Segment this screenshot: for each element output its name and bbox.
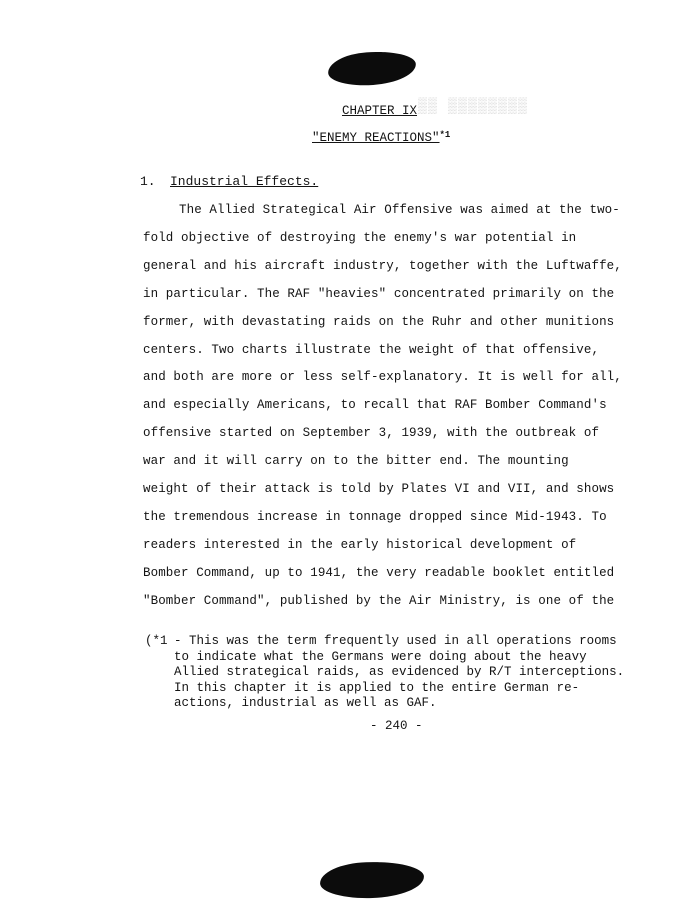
- body-line: the tremendous increase in tonnage dropped since Mid-1943. To: [143, 509, 607, 524]
- redaction-mark-top: [327, 49, 417, 88]
- section-heading: [140, 174, 318, 189]
- chapter-number: CHAPTER IX: [342, 104, 418, 118]
- body-line: centers. Two charts illustrate the weight of that offensive,: [143, 342, 600, 357]
- body-line: in particular. The RAF "heavies" concentrated primarily on the: [143, 286, 615, 301]
- body-line: fold objective of destroying the enemy's war potential in: [143, 230, 577, 245]
- footnote-line: In this chapter it is applied to the entire German re-: [174, 680, 580, 695]
- body-line: weight of their attack is told by Plates VI and VII, and shows: [143, 482, 615, 496]
- body-line: readers interested in the early historical development of: [143, 537, 577, 552]
- redaction-mark-bottom: [319, 860, 424, 900]
- footnote-marker: (*1: [145, 634, 168, 648]
- body-line: war and it will carry on to the bitter end. The mounting: [143, 454, 569, 469]
- footnote-line: actions, industrial as well as GAF.: [174, 696, 437, 710]
- body-line: and especially Americans, to recall that RAF Bomber Command's: [143, 398, 607, 413]
- footnote-reference: *1: [439, 130, 451, 140]
- footnote-line: Allied strategical raids, as evidenced by R/T interceptions.: [174, 665, 625, 679]
- faded-stamp: ▒▒ ▒▒▒▒▒▒▒▒: [418, 98, 529, 115]
- body-line: general and his aircraft industry, together with the Luftwaffe,: [143, 258, 622, 273]
- section-title: Industrial Effects.: [170, 174, 319, 189]
- chapter-title: [312, 131, 450, 145]
- body-line: and both are more or less self-explanatory. It is well for all,: [143, 370, 622, 385]
- body-line: The Allied Strategical Air Offensive was aimed at the two-: [179, 203, 620, 217]
- body-line: Bomber Command, up to 1941, the very readable booklet entitled: [143, 565, 615, 580]
- body-line: former, with devastating raids on the Ruhr and other munitions: [143, 314, 615, 329]
- section-number: 1.: [140, 174, 156, 189]
- body-line: offensive started on September 3, 1939, with the outbreak of: [143, 426, 600, 441]
- footnote-line: to indicate what the Germans were doing about the heavy: [174, 649, 587, 664]
- body-line: "Bomber Command", published by the Air Ministry, is one of the: [143, 593, 615, 608]
- chapter-title-text: "ENEMY REACTIONS": [312, 131, 440, 145]
- footnote-line: - This was the term frequently used in all operations rooms: [174, 634, 617, 648]
- page-number: - 240 -: [370, 719, 423, 733]
